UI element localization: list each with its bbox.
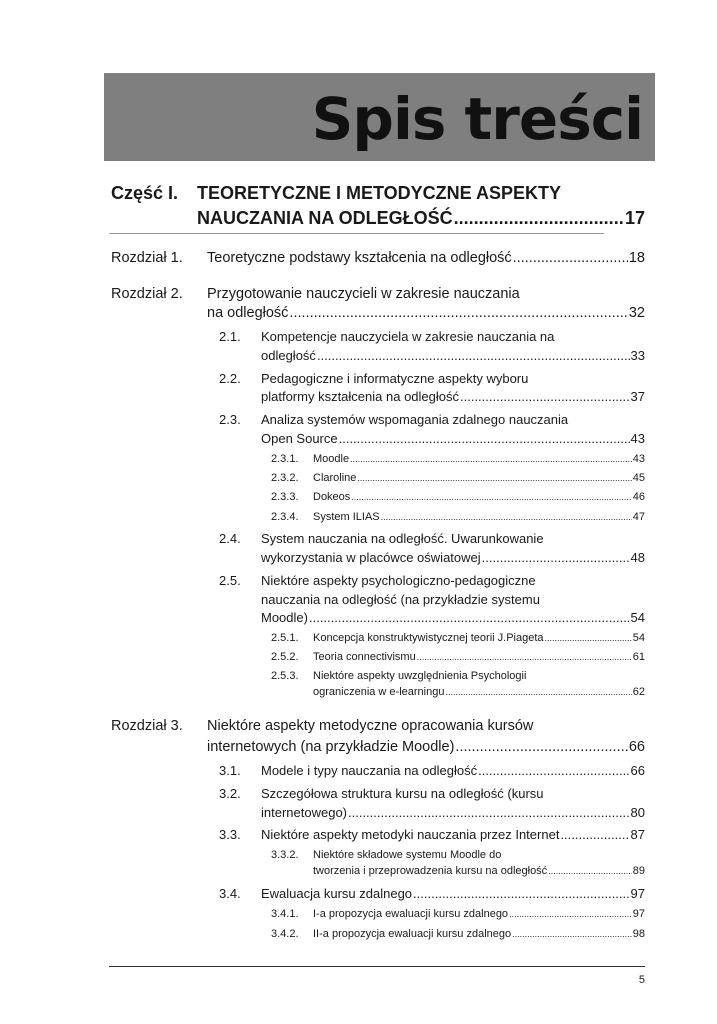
entry-title-cont: internetowych (na przykładzie Moodle) (207, 739, 455, 755)
entry-title: Przygotowanie nauczycieli w zakresie nauczania (207, 286, 520, 302)
section-number: 2.5. (219, 573, 241, 588)
toc-entry-2-1[interactable] (261, 346, 645, 365)
section-number: 2.1. (219, 329, 241, 344)
subsection-number: 3.4.1. (271, 908, 299, 920)
entry-title-cont: nauczania na odległość (na przykładzie systemu (261, 592, 540, 607)
entry-page: 32 (628, 305, 645, 321)
entry-title: Moodle (313, 453, 350, 465)
dot-leader (545, 630, 632, 646)
entry-title: Analiza systemów wspomagania zdalnego nauczania (261, 412, 569, 427)
toc-entry-2-3[interactable] (261, 429, 645, 448)
dot-leader (548, 863, 632, 879)
dot-leader (317, 346, 630, 365)
entry-page: 98 (632, 928, 645, 940)
entry-page: 54 (630, 610, 645, 625)
dot-leader (350, 451, 632, 467)
dot-leader (348, 803, 630, 822)
section-number: 3.2. (219, 786, 241, 801)
toc-entry-2-5-3[interactable] (313, 684, 645, 700)
entry-page: 45 (632, 472, 645, 484)
toc-entry-2-2[interactable] (261, 387, 645, 406)
toc-entry-chapter-1[interactable] (207, 248, 645, 268)
subsection-number: 2.3.2. (271, 472, 299, 484)
entry-page: 66 (628, 739, 645, 755)
entry-title-cont: platformy kształcenia na odległość (261, 389, 459, 404)
chapter-label: Rozdział 3. (111, 718, 183, 734)
toc-entry-3-4-1[interactable] (313, 906, 645, 922)
entry-page: 87 (630, 827, 645, 842)
dot-leader (509, 906, 632, 922)
entry-title: System ILIAS (313, 511, 380, 523)
entry-page: 97 (632, 908, 645, 920)
entry-title-cont: Moodle) (261, 610, 308, 625)
toc-entry-2-5[interactable] (261, 608, 645, 627)
entry-page: 37 (630, 389, 645, 404)
part-label: Część I. (111, 183, 179, 203)
toc-entry-3-4[interactable] (261, 884, 645, 903)
entry-title: System nauczania na odległość. Uwarunkowanie (261, 531, 544, 546)
subsection-number: 2.5.1. (271, 632, 299, 644)
entry-title: Ewaluacja kursu zdalnego (261, 886, 413, 901)
entry-title: Teoria connectivismu (313, 651, 416, 663)
toc-entry-2-3-4[interactable] (313, 509, 645, 525)
entry-page: 54 (632, 632, 645, 644)
entry-page: 48 (630, 550, 645, 565)
entry-title: Teoretyczne podstawy kształcenia na odległość (207, 250, 512, 266)
dot-leader (445, 684, 631, 700)
subsection-number: 3.4.2. (271, 928, 299, 940)
entry-page: 97 (630, 886, 645, 901)
section-number: 3.1. (219, 763, 241, 778)
entry-title: I-a propozycja ewaluacji kursu zdalnego (313, 908, 509, 920)
entry-page: 61 (632, 651, 645, 663)
toc-entry-chapter-2[interactable] (207, 303, 645, 323)
subsection-number: 2.5.2. (271, 651, 299, 663)
entry-title-cont: internetowego) (261, 805, 347, 820)
page-title: Spis treści (311, 85, 643, 153)
dot-leader (339, 429, 630, 448)
toc-entry-2-4[interactable] (261, 548, 645, 567)
entry-title: Kompetencje nauczyciela w zakresie nauczania na (261, 329, 555, 344)
title-banner (104, 73, 655, 161)
dot-leader (460, 387, 630, 406)
part-title-line2: NAUCZANIA NA ODLEGŁOŚĆ (197, 208, 453, 228)
dot-leader (512, 926, 632, 942)
entry-page: 47 (632, 511, 645, 523)
entry-page: 80 (630, 805, 645, 820)
part-title-line1: TEORETYCZNE I METODYCZNE ASPEKTY (197, 183, 562, 203)
dot-leader (417, 649, 632, 665)
entry-page: 43 (630, 431, 645, 446)
section-number: 2.3. (219, 412, 241, 427)
dot-leader (381, 509, 632, 525)
entry-title-cont: Open Source (261, 431, 338, 446)
toc-entry-2-3-1[interactable] (313, 451, 645, 467)
footer-divider (109, 966, 645, 967)
dot-leader (455, 737, 627, 757)
toc-entry-3-3-2[interactable] (313, 863, 645, 879)
entry-title-cont: na odległość (207, 305, 289, 321)
entry-title: Niektóre aspekty metodyki nauczania przez Internet (261, 827, 560, 842)
subsection-number: 2.5.3. (271, 670, 299, 682)
dot-leader (351, 489, 631, 505)
entry-title: Niektóre składowe systemu Moodle do (313, 849, 502, 861)
entry-title: Koncepcja konstruktywistycznej teorii J.Piageta (313, 632, 544, 644)
subsection-number: 2.3.1. (271, 453, 299, 465)
entry-page: 62 (632, 686, 645, 698)
entry-title: Claroline (313, 472, 357, 484)
entry-page: 33 (630, 348, 645, 363)
entry-title: Niektóre aspekty uwzględnienia Psychologii (313, 670, 527, 682)
dot-leader (454, 206, 624, 230)
dot-leader (357, 470, 631, 486)
chapter-label: Rozdział 2. (111, 286, 183, 302)
chapter-label: Rozdział 1. (111, 250, 183, 266)
entry-title-cont: odległość (261, 348, 316, 363)
dot-leader (513, 248, 628, 268)
entry-page: 18 (628, 250, 645, 266)
dot-leader (560, 825, 629, 844)
subsection-number: 2.3.3. (271, 491, 299, 503)
toc-entry-3-1[interactable] (261, 761, 645, 780)
entry-page: 66 (630, 763, 645, 778)
section-number: 3.4. (219, 886, 241, 901)
toc-entry-3-2[interactable] (261, 803, 645, 822)
toc-entry-2-3-2[interactable] (313, 470, 645, 486)
entry-page: 43 (632, 453, 645, 465)
entry-title: Niektóre aspekty metodyczne opracowania kursów (207, 718, 534, 734)
entry-title-cont: tworzenia i przeprowadzenia kursu na odległość (313, 865, 548, 877)
toc-entry-3-3[interactable] (261, 825, 645, 844)
entry-title: Szczegółowa struktura kursu na odległość (kursu (261, 786, 544, 801)
subsection-number: 3.3.2. (271, 849, 299, 861)
toc-entry-2-3-3[interactable] (313, 489, 645, 505)
section-number: 2.4. (219, 531, 241, 546)
dot-leader (289, 303, 627, 323)
section-number: 3.3. (219, 827, 241, 842)
subsection-number: 2.3.4. (271, 511, 299, 523)
part-page-number: 17 (624, 208, 645, 228)
entry-page: 46 (632, 491, 645, 503)
toc-entry-2-5-1[interactable] (313, 630, 645, 646)
entry-title: Dokeos (313, 491, 351, 503)
entry-title-cont: wykorzystania w placówce oświatowej (261, 550, 481, 565)
toc-entry-chapter-3[interactable] (207, 737, 645, 757)
entry-page: 89 (632, 865, 645, 877)
toc-entry-3-4-2[interactable] (313, 926, 645, 942)
entry-title: Modele i typy nauczania na odległość (261, 763, 478, 778)
dot-leader (309, 608, 630, 627)
dot-leader (482, 548, 630, 567)
dot-leader (413, 884, 629, 903)
part-title-entry[interactable] (197, 206, 645, 230)
dot-leader (478, 761, 629, 780)
entry-title: Pedagogiczne i informatyczne aspekty wyboru (261, 371, 529, 386)
toc-entry-2-5-2[interactable] (313, 649, 645, 665)
section-number: 2.2. (219, 371, 241, 386)
entry-title: II-a propozycja ewaluacji kursu zdalnego (313, 928, 512, 940)
page-number: 5 (638, 974, 645, 986)
divider (109, 233, 604, 234)
entry-title: Niektóre aspekty psychologiczno-pedagogiczne (261, 573, 536, 588)
entry-title-cont: ograniczenia w e-learningu (313, 686, 445, 698)
